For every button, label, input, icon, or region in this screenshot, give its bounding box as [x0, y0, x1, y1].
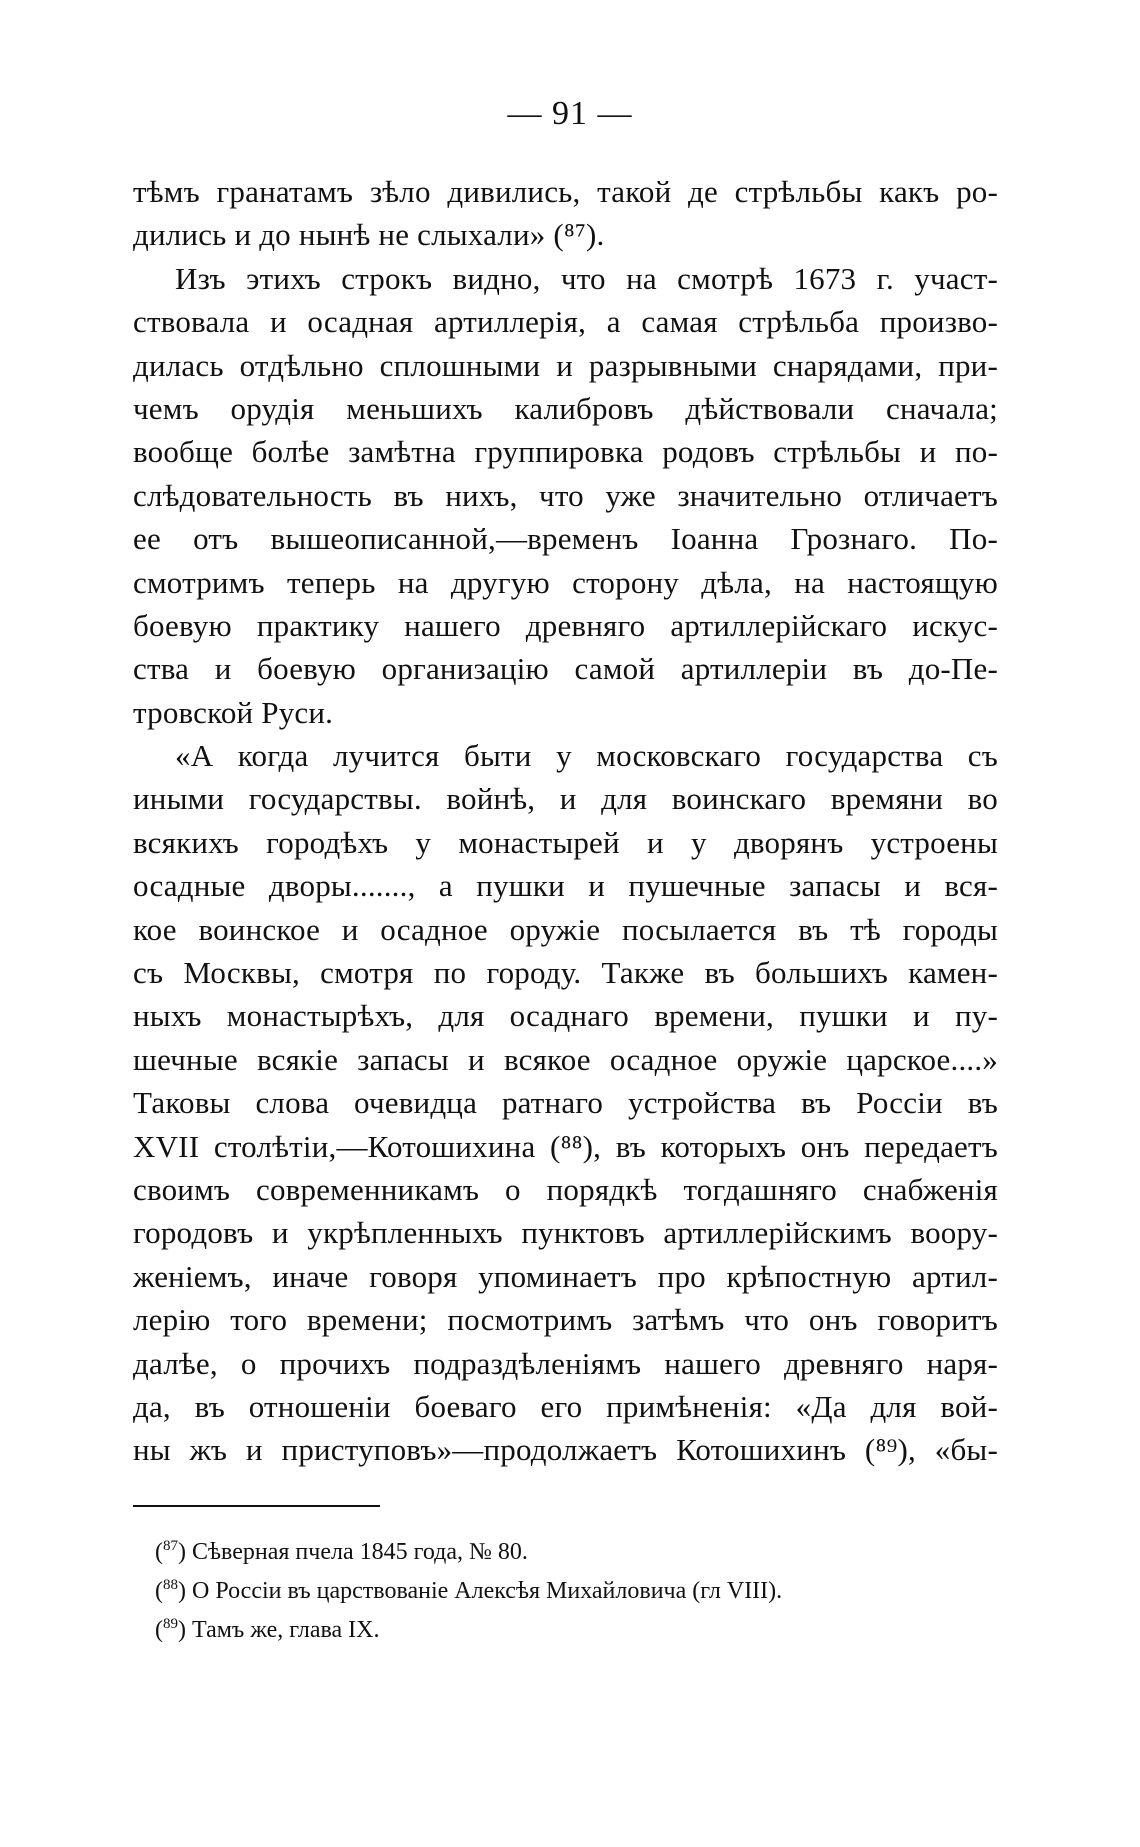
- body-line: осадные дворы......., а пушки и пушечные запасы и вся-: [133, 868, 998, 904]
- body-line: «А когда лучится быти у московскаго государства съ: [175, 738, 998, 774]
- body-line: тѣмъ гранатамъ зѣло дивились, такой де стрѣльбы какъ ро-: [133, 174, 998, 209]
- body-line: да, въ отношеніи боеваго его примѣненія: «Да для вой-: [133, 1388, 998, 1424]
- footnote-text: Тамъ же, глава IX.: [192, 1617, 380, 1643]
- footnote-text: Сѣверная пчела 1845 года, № 80.: [192, 1539, 528, 1565]
- body-line: дилась отдѣльно сплошными и разрывными снарядами, при-: [133, 347, 998, 383]
- body-line: ны жъ и приступовъ»—продолжаетъ Котошихинъ (⁸⁹), «бы-: [133, 1432, 998, 1468]
- body-line: кое воинское и осадное оружіе посылается въ тѣ городы: [133, 911, 998, 947]
- body-line: тровской Руси.: [133, 694, 334, 730]
- body-line: ныхъ монастырѣхъ, для осаднаго времени, пушки и пу-: [133, 998, 998, 1034]
- body-line: вообще болѣе замѣтна группировка родовъ стрѣльбы и по-: [133, 434, 998, 470]
- footnote-87: ($^{87}$) Сѣверная пчела 1845 года, № 80.: [155, 1538, 528, 1565]
- body-line: Таковы слова очевидца ратнаго устройства въ Россіи въ: [133, 1085, 998, 1121]
- body-line: Изъ этихъ строкъ видно, что на смотрѣ 1673 г. участ-: [175, 260, 998, 296]
- body-line: чемъ орудія меньшихъ калибровъ дѣйствовали сначала;: [133, 390, 998, 426]
- footnote-mark: 89: [163, 1616, 178, 1632]
- body-line: женіемъ, иначе говоря упоминаетъ про крѣпостную артил-: [133, 1258, 998, 1294]
- footnote-88: ($^{88}$) О Россіи въ царствованіе Алексѣя Михайловича (гл VIII).: [155, 1577, 783, 1604]
- body-line: городовъ и укрѣпленныхъ пунктовъ артиллерійскимъ воору-: [133, 1215, 998, 1251]
- footnote-89: ($^{89}$) Тамъ же, глава IX.: [155, 1616, 380, 1643]
- body-line: далѣе, о прочихъ подраздѣленіямъ нашего древняго наря-: [133, 1345, 998, 1381]
- body-line: съ Москвы, смотря по городу. Также въ большихъ камен-: [133, 955, 998, 991]
- footnote-text: О Россіи въ царствованіе Алексѣя Михайловича (гл VIII).: [192, 1578, 783, 1604]
- footnote-mark: 88: [163, 1577, 178, 1593]
- body-line: ства и боевую организацію самой артиллеріи въ до-Пе-: [133, 651, 998, 687]
- body-line: всякихъ городѣхъ у монастырей и у дворянъ устроены: [133, 824, 998, 860]
- body-line: ствовала и осадная артиллерія, а самая стрѣльба произво-: [133, 304, 998, 340]
- body-line: дились и до нынѣ не слыхали» (⁸⁷).: [133, 217, 605, 253]
- body-text: [133, 170, 998, 1472]
- footnote-mark: 87: [163, 1538, 178, 1554]
- body-line: лерію того времени; посмотримъ затѣмъ что онъ говоритъ: [133, 1302, 998, 1338]
- body-line: ее отъ вышеописанной,—временъ Іоанна Грознаго. По-: [133, 521, 998, 557]
- body-line: своимъ современникамъ о порядкѣ тогдашняго снабженія: [133, 1171, 998, 1207]
- footnotes: [155, 1530, 955, 1647]
- body-line: XVII столѣтіи,—Котошихина (⁸⁸), въ которыхъ онъ передаетъ: [133, 1128, 998, 1164]
- footnote-divider: [133, 1505, 380, 1507]
- page-number: — 91 —: [507, 95, 633, 132]
- body-line: смотримъ теперь на другую сторону дѣла, на настоящую: [133, 564, 998, 600]
- body-line: слѣдовательность въ нихъ, что уже значительно отличаетъ: [133, 477, 998, 513]
- body-line: шечные всякіе запасы и всякое осадное оружіе царское....»: [133, 1041, 998, 1077]
- body-line: иными государствы. войнѣ, и для воинскаго времяни во: [133, 781, 998, 817]
- body-line: боевую практику нашего древняго артиллерійскаго искус-: [133, 607, 998, 643]
